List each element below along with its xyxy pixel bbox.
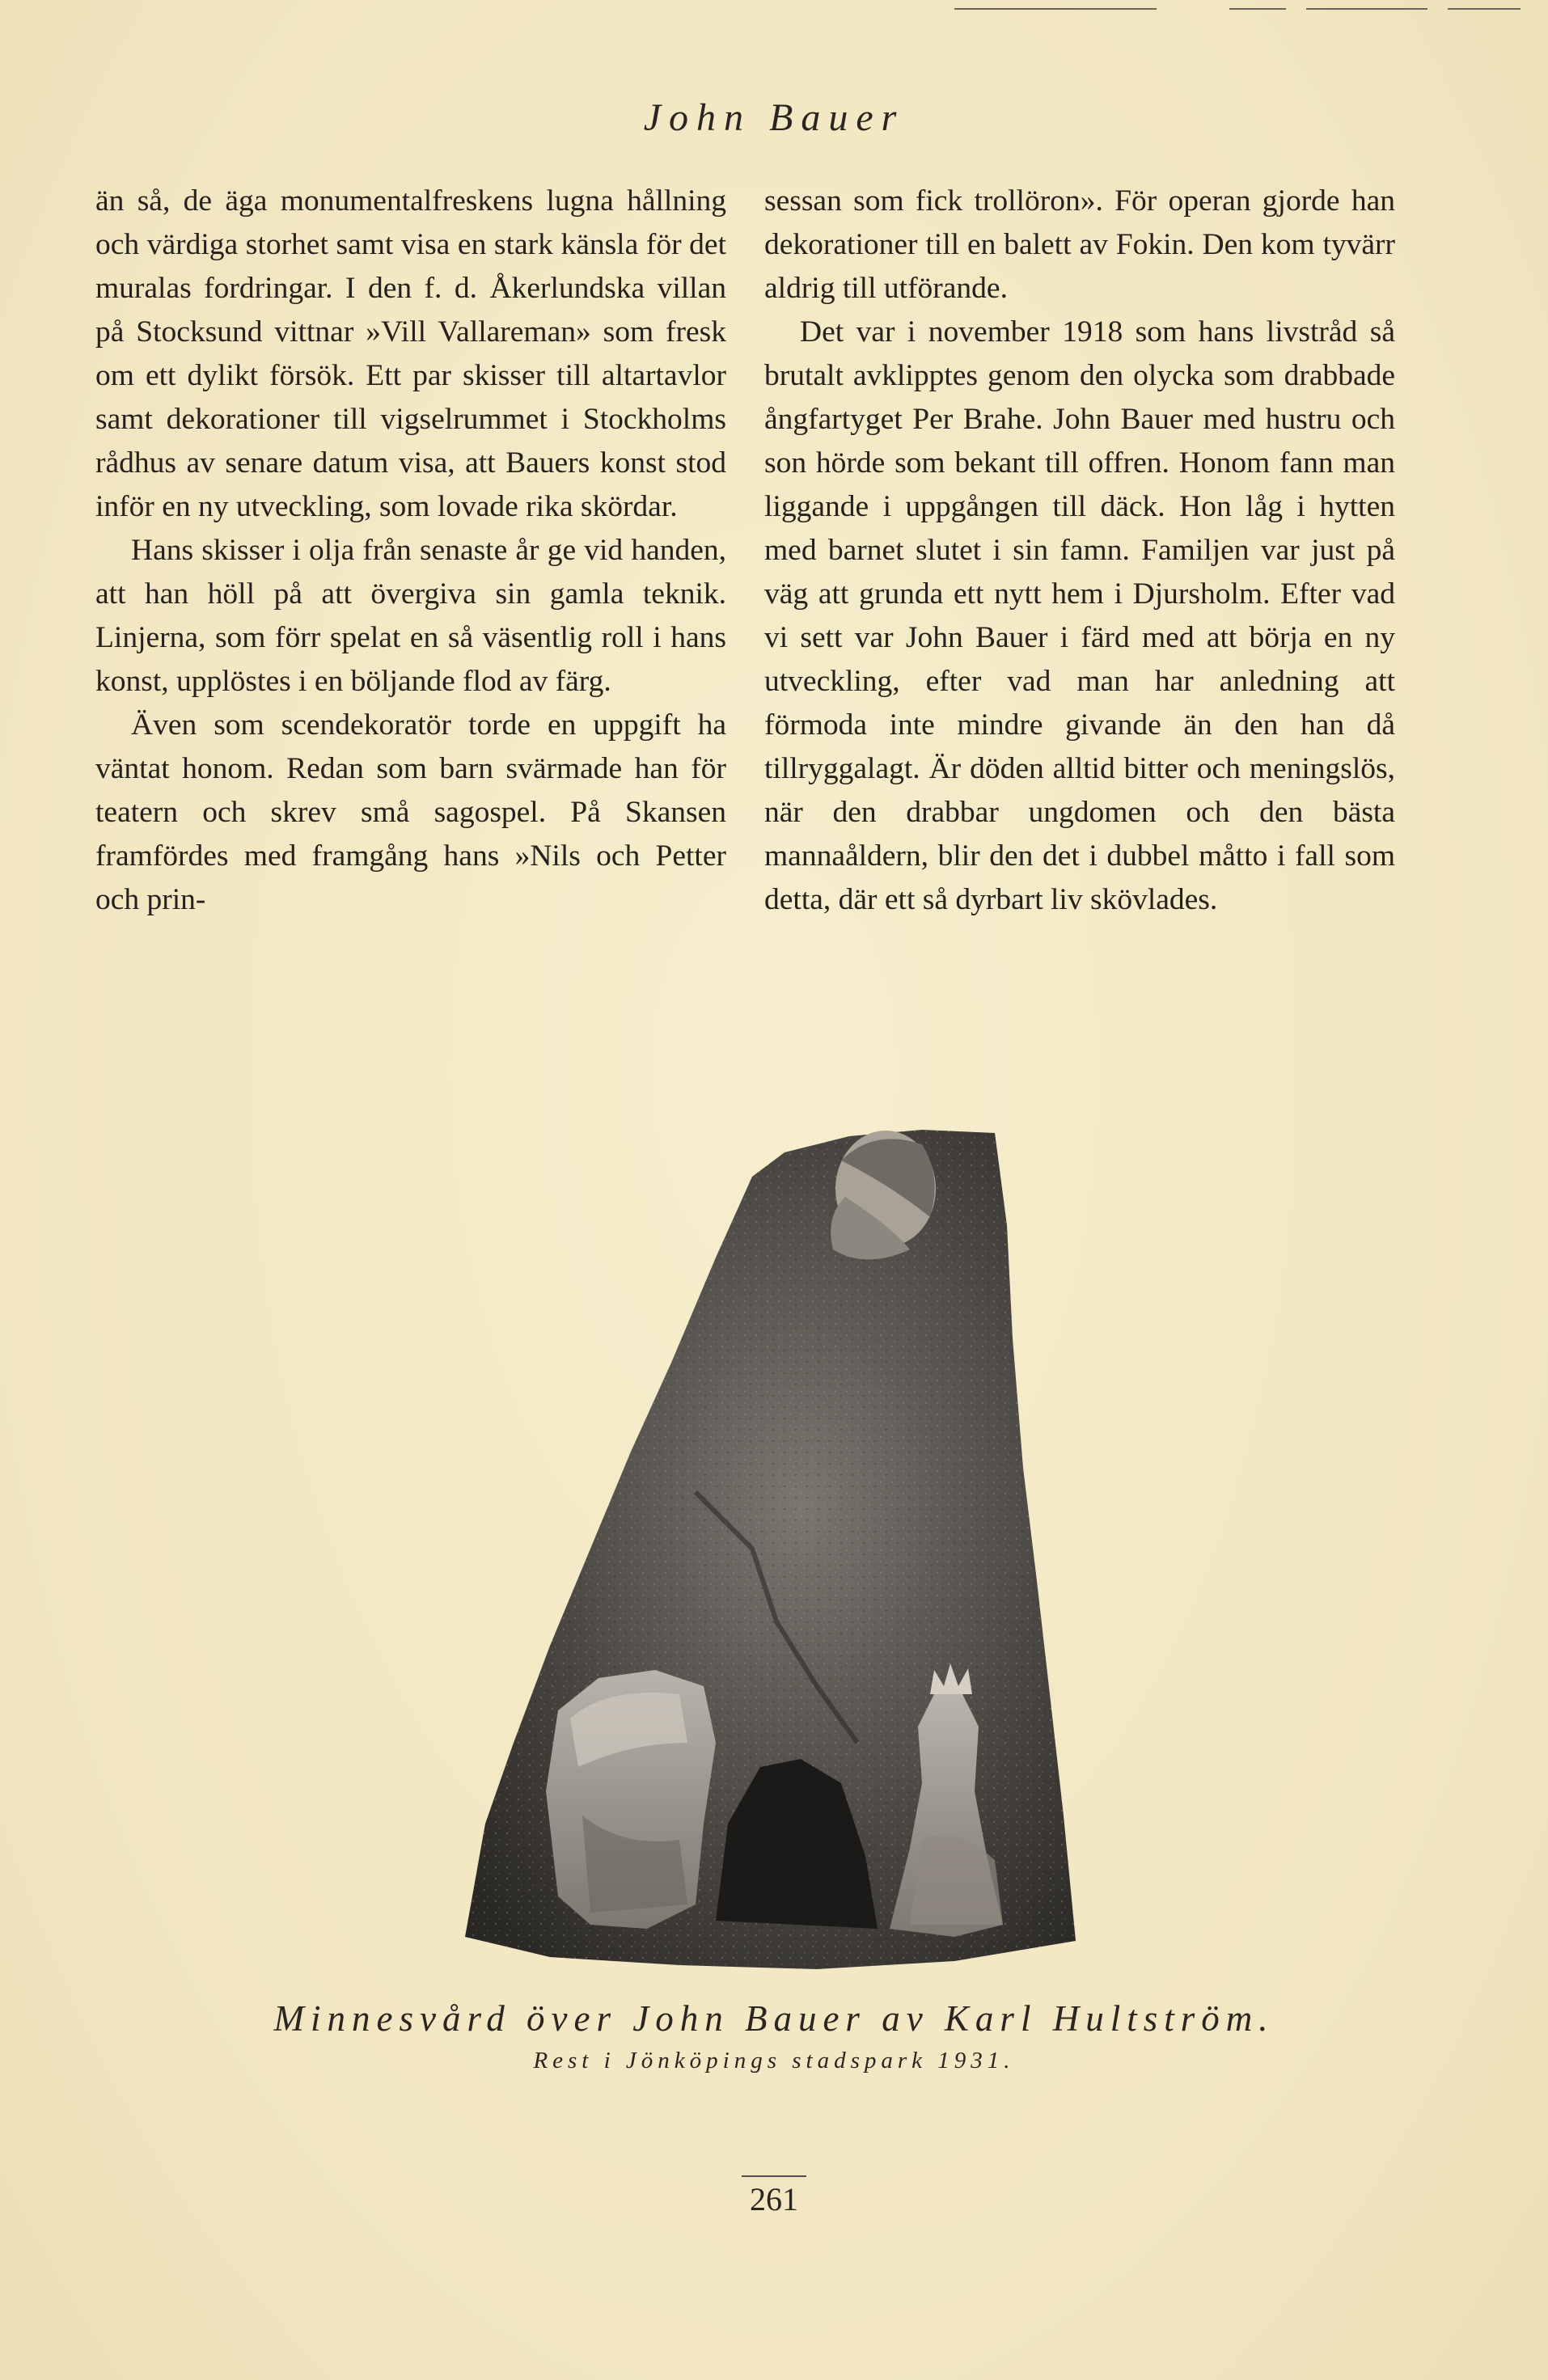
paragraph: Även som scendekoratör torde en uppgift ha väntat honom. Redan som barn svärmade han för teatern och skrev små sagospel. På Skansen framfördes med framgång hans »Nils och Petter och prin-	[95, 708, 726, 916]
page-number	[0, 2175, 1548, 2218]
figure-subcaption: Rest i Jönköpings stadspark 1931.	[533, 2048, 1015, 2074]
figure-caption: Minnesvård över John Bauer av Karl Hultström.	[273, 1998, 1275, 2039]
top-edge-rule	[1306, 8, 1427, 10]
paragraph: än så, de äga monumentalfreskens lugna hållning och värdiga storhet samt visa en stark känsla för det muralas fordringar. I den f. d. Åkerlundska villan på Stocksund vittnar »Vill Vallareman» som fresk om ett dylikt försök. Ett par skisser till altartavlor samt dekorationer till vigselrummet i Stockholms rådhus av senare datum visa, att Bauers konst stod inför en ny utveckling, som lovade rika skördar.	[95, 184, 726, 523]
paragraph: Hans skisser i olja från senaste år ge vid handen, att han höll på att övergiva sin gamla teknik. Linjerna, som förr spelat en så väsentlig roll i hans konst, upplöstes i en böljande flod av färg.	[95, 534, 726, 698]
memorial-sculpture-photo	[437, 1128, 1092, 1977]
running-title: John Bauer	[643, 96, 905, 139]
top-edge-rule	[954, 8, 1157, 10]
top-edge-rule	[1448, 8, 1521, 10]
top-edge-rule	[1229, 8, 1286, 10]
text-column-right	[764, 180, 1395, 922]
text-column-left	[95, 180, 726, 922]
page-number-text: 261	[742, 2175, 806, 2218]
paragraph: Det var i november 1918 som hans livstråd så brutalt avklipptes genom den olycka som drabbade ångfartyget Per Brahe. John Bauer med hustru och son hörde som bekant till offren. Honom fann man liggande i uppgången till däck. Hon låg i hytten med barnet slutet i sin famn. Familjen var just på väg att grunda ett nytt hem i Djursholm. Efter vad vi sett var John Bauer i färd med att börja en ny utveckling, efter vad man har anledning att förmoda inte mindre givande än den han då tillryggalagt. Är döden alltid bitter och meningslös, när den drabbar ungdomen och den bästa mannaåldern, blir den det i dubbel måtto i fall som detta, där ett så dyrbart liv skövlades.	[764, 315, 1395, 916]
paragraph: sessan som fick trollöron». För operan gjorde han dekorationer till en balett av Fokin. Den kom tyvärr aldrig till utförande.	[764, 184, 1395, 305]
